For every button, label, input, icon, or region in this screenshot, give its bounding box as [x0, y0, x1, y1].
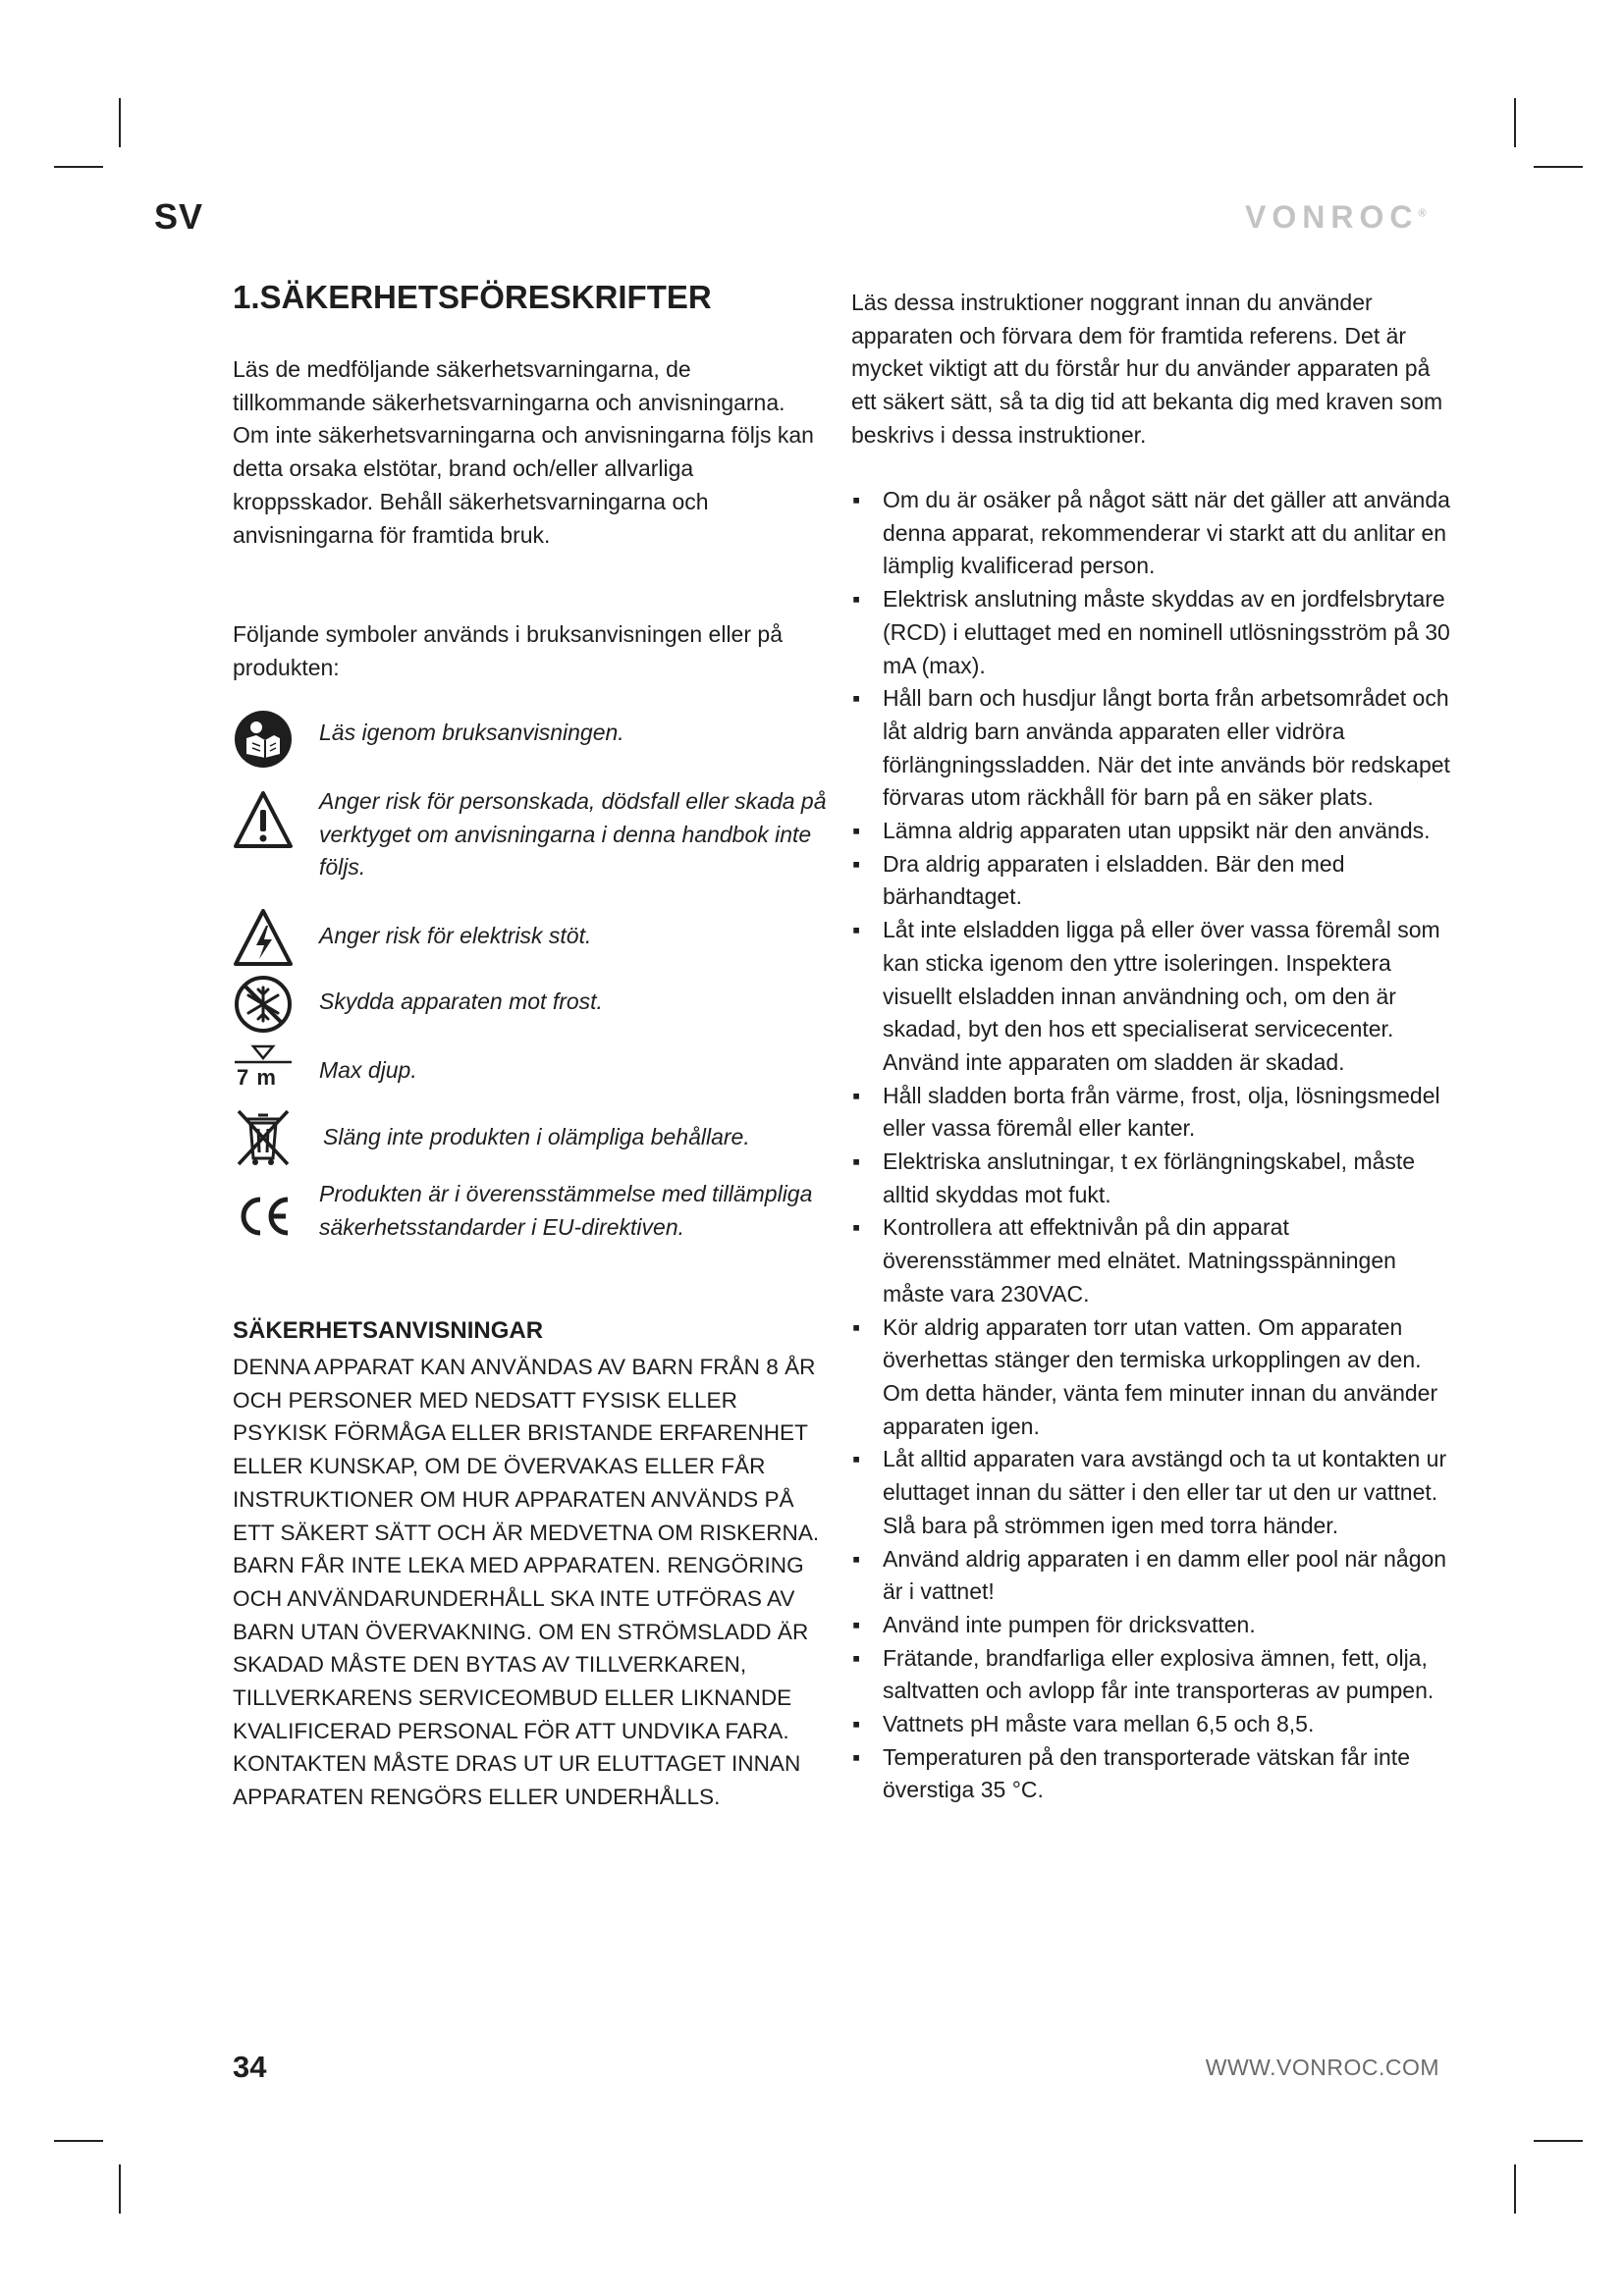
symbol-description: Produkten är i överensstämmelse med tillämpliga säkerhetsstandarder i EU-direktiven.	[319, 1181, 813, 1240]
symbol-description: Anger risk för elektrisk stöt.	[319, 923, 592, 948]
crop-mark-top-right-horizontal	[1534, 166, 1583, 168]
read-manual-icon	[233, 709, 294, 770]
list-item: ▪ Temperaturen på den transporterade vätskan får inte överstiga 35 °C.	[852, 1743, 1410, 1803]
list-item: ▪ Använd aldrig apparaten i en damm eller pool när någon är i vattnet!	[852, 1545, 1447, 1605]
symbol-row	[233, 1042, 841, 1103]
frost-protection-icon	[233, 974, 294, 1035]
brand-logo: VONROC®	[1245, 199, 1427, 235]
crop-mark-top-left-vertical	[119, 98, 121, 147]
list-item: ▪ Dra aldrig apparaten i elsladden. Bär den med bärhandtaget.	[852, 850, 1345, 910]
brand-name: VONROC	[1245, 199, 1419, 235]
symbols-intro: Följande symboler används i bruksanvisningen eller på produkten:	[233, 621, 783, 680]
safety-list	[851, 484, 1455, 1807]
instructions-intro: Läs dessa instruktioner noggrant innan du använder apparaten och förvara dem för framtida referens. Det är mycket viktigt att du förstår hur du använder apparaten på ett säkert sätt, så ta dig tid att bekanta dig med kraven som beskrivs i dessa instruktioner.	[851, 290, 1443, 448]
crop-mark-bottom-left-vertical	[119, 2164, 121, 2214]
symbol-description: Läs igenom bruksanvisningen.	[319, 720, 624, 745]
electric-shock-icon	[233, 908, 294, 969]
list-item: ▪ Kontrollera att effektnivån på din apparat överensstämmer med elnätet. Matningsspänningen måste vara 230VAC.	[852, 1214, 1396, 1307]
max-depth-label: 7 m	[237, 1065, 277, 1090]
website-url: WWW.VONROC.COM	[1205, 2055, 1439, 2080]
list-item: ▪ Låt inte elsladden ligga på eller över vassa föremål som kan sticka igenom den yttre isoleringen. Inspektera visuellt elsladden innan användning och, om den är skadad, byt den hos ett specialiserat servicecenter. Använd inte apparaten om sladden är skadad.	[852, 917, 1440, 1075]
child-warning-paragraph: DENNA APPARAT KAN ANVÄNDAS AV BARN FRÅN 8 ÅR OCH PERSONER MED NEDSATT FYSISK ELLER PSYKISK FÖRMÅGA ELLER BRISTANDE ERFARENHET ELLER KUNSKAP, OM DE ÖVERVAKAS ELLER FÅR INSTRUKTIONER OM HUR APPARATEN ANVÄNDS PÅ ETT SÄKERT SÄTT OCH ÄR MEDVETNA OM RISKERNA. BARN FÅR INTE LEKA MED APPARATEN. RENGÖRING OCH ANVÄNDARUNDERHÅLL SKA INTE UTFÖRAS AV BARN UTAN ÖVERVAKNING. OM EN STRÖMSLADD ÄR SKADAD MÅSTE DEN BYTAS AV TILLVERKAREN, TILLVERKARENS SERVICEOMBUD ELLER LIKNANDE KVALIFICERAD PERSONAL FÖR ATT UNDVIKA FARA. KONTAKTEN MÅSTE DRAS UT UR ELUTTAGET INNAN APPARATEN RENGÖRS ELLER UNDERHÅLLS.	[233, 1355, 820, 1810]
max-depth-icon	[233, 1042, 294, 1103]
symbol-row	[233, 1178, 841, 1278]
crop-mark-top-right-vertical	[1514, 98, 1516, 147]
symbol-description: Max djup.	[319, 1057, 417, 1083]
list-item: ▪ Använd inte pumpen för dricksvatten.	[852, 1611, 1256, 1637]
symbol-description: Anger risk för personskada, dödsfall eller skada på verktyget om anvisningarna i denna handbok inte följs.	[319, 788, 827, 881]
list-item: ▪ Kör aldrig apparaten torr utan vatten. Om apparaten överhettas stänger den termiska urkopplingen av den. Om detta händer, vänta fem minuter innan du använder apparaten igen.	[852, 1313, 1438, 1439]
list-item: ▪ Vattnets pH måste vara mellan 6,5 och 8,5.	[852, 1711, 1315, 1737]
symbol-description: Skydda apparaten mot frost.	[319, 988, 603, 1014]
symbol-description: Släng inte produkten i olämpliga behållare.	[323, 1124, 750, 1149]
safety-instructions-heading: SÄKERHETSANVISNINGAR	[233, 1317, 544, 1344]
list-item: ▪ Låt alltid apparaten vara avstängd och ta ut kontakten ur eluttaget innan du sätter i den eller tar ut den ur vattnet. Slå bara på strömmen igen med torra händer.	[852, 1446, 1447, 1538]
list-item: ▪ Om du är osäker på något sätt när det gäller att använda denna apparat, rekommenderar vi starkt att du anlitar en lämplig kvalificerad person.	[852, 487, 1450, 579]
list-item: ▪ Frätande, brandfarliga eller explosiva ämnen, fett, olja, saltvatten och avlopp får inte transporteras av pumpen.	[852, 1644, 1435, 1704]
page-number: 34	[233, 2050, 267, 2084]
symbol-row	[233, 709, 841, 770]
crop-mark-bottom-left-horizontal	[54, 2140, 103, 2142]
symbol-row	[233, 908, 841, 969]
section-heading: 1.SÄKERHETSFÖRESKRIFTER	[233, 279, 712, 315]
symbol-row	[233, 785, 841, 885]
symbol-row	[233, 974, 841, 1035]
warning-triangle-icon	[233, 790, 294, 851]
crop-mark-bottom-right-horizontal	[1534, 2140, 1583, 2142]
symbol-row	[233, 1107, 841, 1168]
list-item: ▪ Elektrisk anslutning måste skyddas av en jordfelsbrytare (RCD) i eluttaget med en nominell utlösningsström på 30 mA (max).	[852, 586, 1450, 678]
list-item: ▪ Lämna aldrig apparaten utan uppsikt när den används.	[852, 818, 1431, 844]
language-code: SV	[154, 196, 204, 237]
list-item: ▪ Håll sladden borta från värme, frost, olja, lösningsmedel eller vassa föremål eller kanter.	[852, 1082, 1440, 1142]
list-item: ▪ Elektriska anslutningar, t ex förlängningskabel, måste alltid skyddas mot fukt.	[852, 1148, 1416, 1207]
ce-mark-icon	[233, 1186, 294, 1247]
crop-mark-top-left-horizontal	[54, 166, 103, 168]
crop-mark-bottom-right-vertical	[1514, 2164, 1516, 2214]
list-item: ▪ Håll barn och husdjur långt borta från arbetsområdet och låt aldrig barn använda apparaten eller vidröra förlängningssladden. När det inte används bör redskapet förvaras utom räckhåll för barn på en säker plats.	[852, 685, 1450, 811]
crossed-bin-icon	[233, 1107, 294, 1168]
intro-paragraph: Läs de medföljande säkerhetsvarningarna, de tillkommande säkerhetsvarningarna och anvisningarna. Om inte säkerhetsvarningarna och anvisningarna följs kan detta orsaka elstötar, brand och/eller allvarliga kroppsskador. Behåll säkerhetsvarningarna och anvisningarna för framtida bruk.	[233, 356, 814, 548]
